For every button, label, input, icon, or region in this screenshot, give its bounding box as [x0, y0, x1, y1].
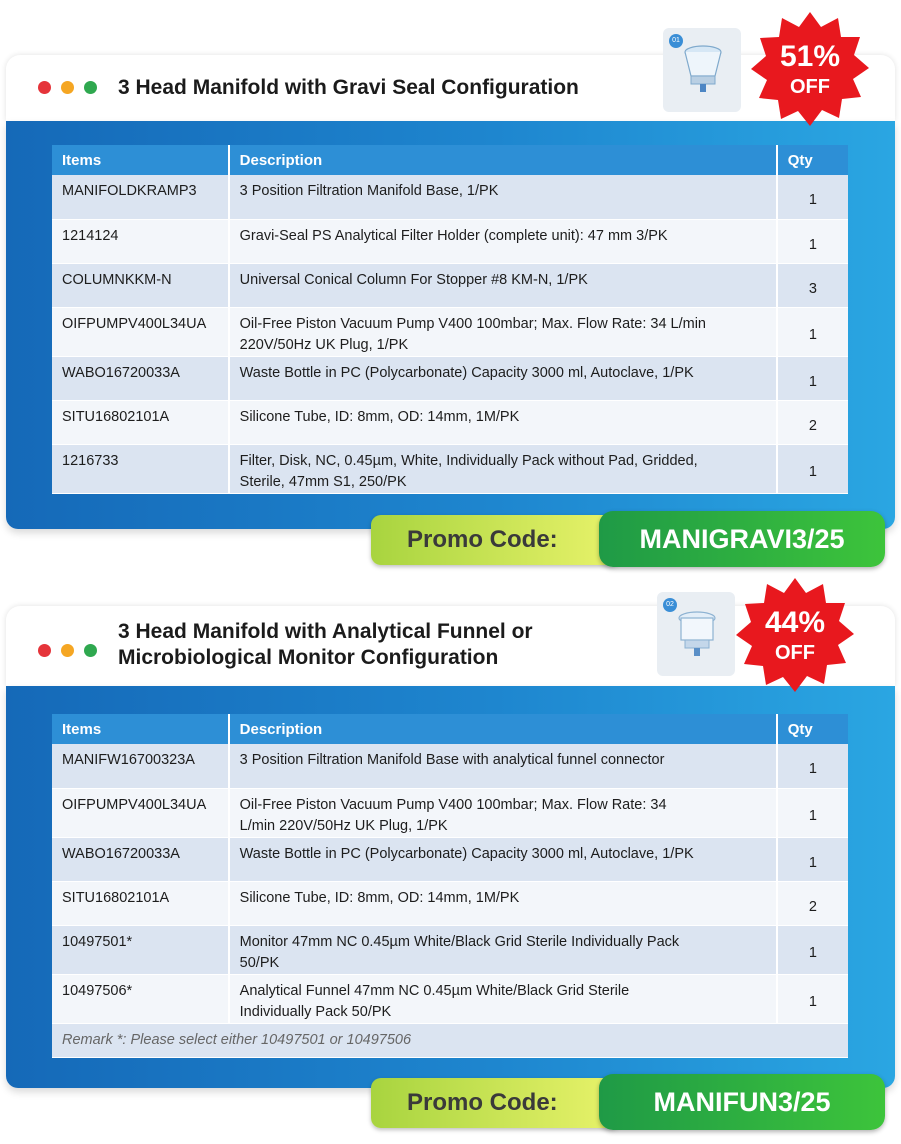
thumbnail-number: 02 [663, 598, 677, 612]
item-code: SITU16802101A [52, 881, 229, 925]
item-code: OIFPUMPV400L34UA [52, 788, 229, 837]
item-code: MANIFOLDKRAMP3 [52, 175, 229, 219]
table-row [52, 444, 848, 493]
promo-code-bar [371, 1074, 885, 1130]
table-row [52, 788, 848, 837]
item-code: WABO16720033A [52, 837, 229, 881]
item-code: 10497506* [52, 974, 229, 1023]
table-row [52, 974, 848, 1023]
item-qty: 3 [777, 263, 848, 307]
table-row [52, 744, 848, 788]
item-qty: 1 [777, 974, 848, 1023]
remark-text: Remark *: Please select either 10497501 or 10497506 [52, 1023, 848, 1057]
red-dot-icon [38, 81, 51, 94]
item-code: MANIFW16700323A [52, 744, 229, 788]
item-code: 1214124 [52, 219, 229, 263]
discount-percent: 51% [779, 40, 841, 73]
item-qty: 1 [777, 307, 848, 356]
yellow-dot-icon [61, 644, 74, 657]
discount-off-label: OFF [790, 76, 830, 98]
item-description: Oil-Free Piston Vacuum Pump V400 100mbar; Max. Flow Rate: 34 L/min 220V/50Hz UK Plug, 1/PK [229, 788, 777, 837]
promo-code[interactable]: MANIGRAVI3/25 [599, 511, 885, 567]
item-qty: 1 [777, 219, 848, 263]
offer-title: 3 Head Manifold with Gravi Seal Configuration [118, 76, 579, 99]
item-description: 3 Position Filtration Manifold Base with analytical funnel connector [229, 744, 777, 788]
discount-badge [735, 576, 855, 696]
product-thumbnail [657, 592, 735, 676]
item-qty: 1 [777, 788, 848, 837]
red-dot-icon [38, 644, 51, 657]
promo-label: Promo Code: [371, 1078, 621, 1128]
header-description: Description [229, 714, 777, 744]
offer-title: 3 Head Manifold with Analytical Funnel or Microbiological Monitor Configuration [118, 620, 533, 669]
item-description: Silicone Tube, ID: 8mm, OD: 14mm, 1M/PK [229, 881, 777, 925]
items-table [52, 714, 848, 1058]
item-qty: 1 [777, 444, 848, 493]
yellow-dot-icon [61, 81, 74, 94]
item-description: 3 Position Filtration Manifold Base, 1/PK [229, 175, 777, 219]
header-qty: Qty [777, 145, 848, 175]
table-row [52, 307, 848, 356]
item-qty: 1 [777, 744, 848, 788]
header-items: Items [52, 145, 229, 175]
header-items: Items [52, 714, 229, 744]
header-description: Description [229, 145, 777, 175]
window-dots [38, 81, 97, 94]
table-row [52, 356, 848, 400]
item-description: Analytical Funnel 47mm NC 0.45µm White/Black Grid Sterile Individually Pack 50/PK [229, 974, 777, 1023]
funnel-icon [681, 42, 725, 94]
item-qty: 1 [777, 356, 848, 400]
table-row [52, 925, 848, 974]
item-description: Waste Bottle in PC (Polycarbonate) Capacity 3000 ml, Autoclave, 1/PK [229, 837, 777, 881]
discount-percent: 44% [764, 606, 826, 639]
item-description: Monitor 47mm NC 0.45µm White/Black Grid Sterile Individually Pack 50/PK [229, 925, 777, 974]
discount-badge [750, 10, 870, 130]
item-qty: 1 [777, 175, 848, 219]
item-code: SITU16802101A [52, 400, 229, 444]
window-dots [38, 644, 97, 657]
green-dot-icon [84, 81, 97, 94]
product-thumbnail [663, 28, 741, 112]
item-qty: 2 [777, 881, 848, 925]
funnel-icon [675, 606, 719, 658]
item-code: 10497501* [52, 925, 229, 974]
item-description: Gravi-Seal PS Analytical Filter Holder (complete unit): 47 mm 3/PK [229, 219, 777, 263]
discount-off-label: OFF [775, 642, 815, 664]
items-table [52, 145, 848, 494]
item-description: Filter, Disk, NC, 0.45µm, White, Individually Pack without Pad, Gridded, Sterile, 47mm S1, 250/PK [229, 444, 777, 493]
table-row [52, 263, 848, 307]
card-body [6, 686, 895, 1088]
item-qty: 2 [777, 400, 848, 444]
header-qty: Qty [777, 714, 848, 744]
item-code: OIFPUMPV400L34UA [52, 307, 229, 356]
green-dot-icon [84, 644, 97, 657]
table-row [52, 881, 848, 925]
table-row [52, 837, 848, 881]
promo-code[interactable]: MANIFUN3/25 [599, 1074, 885, 1130]
item-code: WABO16720033A [52, 356, 229, 400]
remark-row [52, 1023, 848, 1057]
item-code: 1216733 [52, 444, 229, 493]
table-row [52, 175, 848, 219]
item-code: COLUMNKKM-N [52, 263, 229, 307]
promo-label: Promo Code: [371, 515, 621, 565]
table-row [52, 400, 848, 444]
item-description: Oil-Free Piston Vacuum Pump V400 100mbar; Max. Flow Rate: 34 L/min 220V/50Hz UK Plug, 1/PK [229, 307, 777, 356]
thumbnail-number: 01 [669, 34, 683, 48]
table-row [52, 219, 848, 263]
item-description: Universal Conical Column For Stopper #8 KM-N, 1/PK [229, 263, 777, 307]
item-qty: 1 [777, 837, 848, 881]
item-qty: 1 [777, 925, 848, 974]
item-description: Waste Bottle in PC (Polycarbonate) Capacity 3000 ml, Autoclave, 1/PK [229, 356, 777, 400]
promo-code-bar [371, 511, 885, 567]
item-description: Silicone Tube, ID: 8mm, OD: 14mm, 1M/PK [229, 400, 777, 444]
card-body [6, 121, 895, 529]
